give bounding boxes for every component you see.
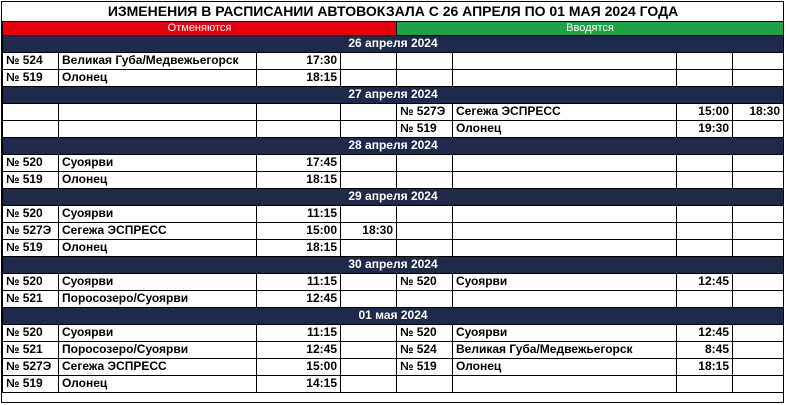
right-route-name: [453, 239, 677, 256]
right-route-name: Олонец: [453, 120, 677, 137]
left-route-name: [59, 120, 257, 137]
left-second-time: [341, 171, 397, 188]
date-header: 30 апреля 2024: [3, 256, 784, 273]
right-departure-time: [677, 222, 733, 239]
left-second-time: [341, 273, 397, 290]
left-route-name: Олонец: [59, 69, 257, 86]
left-route-number: № 519: [3, 239, 59, 256]
left-departure-time: 12:45: [257, 341, 341, 358]
right-second-time: [733, 290, 784, 307]
right-route-number: № 519: [397, 120, 453, 137]
left-departure-time: 15:00: [257, 222, 341, 239]
right-departure-time: 8:45: [677, 341, 733, 358]
left-second-time: [341, 375, 397, 392]
left-route-name: Олонец: [59, 239, 257, 256]
left-departure-time: 12:45: [257, 290, 341, 307]
left-route-number: № 521: [3, 290, 59, 307]
table-row: [3, 290, 784, 307]
cancelled-header: Отменяются: [3, 21, 397, 35]
left-second-time: [341, 154, 397, 171]
date-header: 29 апреля 2024: [3, 188, 784, 205]
left-departure-time: 18:15: [257, 239, 341, 256]
right-route-name: [453, 222, 677, 239]
table-row: [3, 222, 784, 239]
right-second-time: [733, 222, 784, 239]
date-row: [3, 137, 784, 154]
right-departure-time: 12:45: [677, 273, 733, 290]
right-departure-time: [677, 52, 733, 69]
right-route-name: [453, 52, 677, 69]
right-route-number: [397, 290, 453, 307]
right-route-number: № 527Э: [397, 103, 453, 120]
right-second-time: 18:30: [733, 103, 784, 120]
left-route-name: Олонец: [59, 171, 257, 188]
date-header: 26 апреля 2024: [3, 35, 784, 52]
date-row: [3, 307, 784, 324]
table-row: [3, 273, 784, 290]
date-row: [3, 188, 784, 205]
left-route-name: Суоярви: [59, 205, 257, 222]
right-departure-time: 15:00: [677, 103, 733, 120]
left-route-name: Олонец: [59, 375, 257, 392]
left-departure-time: 17:45: [257, 154, 341, 171]
right-route-name: Олонец: [453, 358, 677, 375]
date-header: 01 мая 2024: [3, 307, 784, 324]
table-row: [3, 171, 784, 188]
table-row: [3, 120, 784, 137]
left-route-number: № 519: [3, 69, 59, 86]
right-route-number: № 524: [397, 341, 453, 358]
left-route-name: [59, 103, 257, 120]
table-row: [3, 103, 784, 120]
left-route-number: № 520: [3, 154, 59, 171]
right-departure-time: [677, 205, 733, 222]
left-departure-time: 14:15: [257, 375, 341, 392]
right-departure-time: 18:15: [677, 358, 733, 375]
right-departure-time: [677, 69, 733, 86]
left-second-time: 18:30: [341, 222, 397, 239]
left-route-number: № 519: [3, 375, 59, 392]
table-row: [3, 324, 784, 341]
right-route-name: Великая Губа/Медвежьегорск: [453, 341, 677, 358]
right-second-time: [733, 69, 784, 86]
right-route-name: Суоярви: [453, 324, 677, 341]
left-route-number: № 519: [3, 171, 59, 188]
right-route-number: № 520: [397, 273, 453, 290]
right-departure-time: [677, 239, 733, 256]
right-route-name: [453, 375, 677, 392]
left-departure-time: 17:30: [257, 52, 341, 69]
left-route-name: Сегежа ЭСПРЕСС: [59, 222, 257, 239]
right-route-number: [397, 239, 453, 256]
left-route-number: [3, 103, 59, 120]
date-row: [3, 86, 784, 103]
left-route-name: Суоярви: [59, 273, 257, 290]
left-second-time: [341, 120, 397, 137]
right-second-time: [733, 273, 784, 290]
left-departure-time: 11:15: [257, 273, 341, 290]
left-departure-time: 18:15: [257, 171, 341, 188]
table-row: [3, 52, 784, 69]
left-second-time: [341, 103, 397, 120]
right-route-name: [453, 290, 677, 307]
left-route-name: Великая Губа/Медвежьегорск: [59, 52, 257, 69]
right-second-time: [733, 154, 784, 171]
left-second-time: [341, 52, 397, 69]
left-route-number: № 520: [3, 205, 59, 222]
right-route-number: [397, 375, 453, 392]
right-route-number: № 520: [397, 324, 453, 341]
left-departure-time: [257, 103, 341, 120]
right-second-time: [733, 324, 784, 341]
title-row: [3, 2, 784, 21]
left-second-time: [341, 341, 397, 358]
schedule-sheet: [1, 1, 784, 403]
right-second-time: [733, 341, 784, 358]
table-row: [3, 358, 784, 375]
right-route-name: [453, 205, 677, 222]
right-departure-time: [677, 375, 733, 392]
date-header: 28 апреля 2024: [3, 137, 784, 154]
left-route-number: № 524: [3, 52, 59, 69]
right-second-time: [733, 171, 784, 188]
table-row: [3, 205, 784, 222]
right-second-time: [733, 375, 784, 392]
left-departure-time: 15:00: [257, 358, 341, 375]
left-second-time: [341, 290, 397, 307]
right-second-time: [733, 52, 784, 69]
right-route-name: Суоярви: [453, 273, 677, 290]
date-row: [3, 256, 784, 273]
left-departure-time: 11:15: [257, 205, 341, 222]
right-second-time: [733, 205, 784, 222]
date-header: 27 апреля 2024: [3, 86, 784, 103]
right-departure-time: [677, 154, 733, 171]
left-second-time: [341, 69, 397, 86]
left-route-number: № 521: [3, 341, 59, 358]
right-departure-time: [677, 290, 733, 307]
right-route-number: [397, 52, 453, 69]
left-second-time: [341, 358, 397, 375]
left-route-number: № 527Э: [3, 222, 59, 239]
left-departure-time: 11:15: [257, 324, 341, 341]
right-route-number: № 519: [397, 358, 453, 375]
right-second-time: [733, 120, 784, 137]
right-route-number: [397, 69, 453, 86]
left-route-number: № 520: [3, 273, 59, 290]
right-departure-time: 12:45: [677, 324, 733, 341]
date-row: [3, 35, 784, 52]
table-row: [3, 154, 784, 171]
table-row: [3, 69, 784, 86]
right-departure-time: [677, 171, 733, 188]
table-row: [3, 375, 784, 392]
left-route-name: Поросозеро/Суоярви: [59, 341, 257, 358]
right-route-name: [453, 154, 677, 171]
left-departure-time: [257, 120, 341, 137]
left-route-name: Суоярви: [59, 154, 257, 171]
left-route-number: № 527Э: [3, 358, 59, 375]
left-route-name: Поросозеро/Суоярви: [59, 290, 257, 307]
schedule-body: [3, 2, 784, 392]
right-route-name: [453, 171, 677, 188]
schedule-table: [2, 2, 784, 393]
left-route-number: № 520: [3, 324, 59, 341]
table-row: [3, 239, 784, 256]
introduced-header: Вводятся: [397, 21, 784, 35]
right-route-number: [397, 222, 453, 239]
left-departure-time: 18:15: [257, 69, 341, 86]
left-route-name: Суоярви: [59, 324, 257, 341]
right-second-time: [733, 358, 784, 375]
right-second-time: [733, 239, 784, 256]
right-departure-time: 19:30: [677, 120, 733, 137]
right-route-number: [397, 154, 453, 171]
right-route-number: [397, 171, 453, 188]
left-second-time: [341, 239, 397, 256]
left-route-name: Сегежа ЭСПРЕСС: [59, 358, 257, 375]
header-row: [3, 21, 784, 35]
left-second-time: [341, 324, 397, 341]
left-second-time: [341, 205, 397, 222]
right-route-name: Сегежа ЭСПРЕСС: [453, 103, 677, 120]
page-title: ИЗМЕНЕНИЯ В РАСПИСАНИИ АВТОВОКЗАЛА С 26 АПРЕЛЯ ПО 01 МАЯ 2024 ГОДА: [3, 2, 784, 21]
left-route-number: [3, 120, 59, 137]
right-route-number: [397, 205, 453, 222]
right-route-name: [453, 69, 677, 86]
table-row: [3, 341, 784, 358]
